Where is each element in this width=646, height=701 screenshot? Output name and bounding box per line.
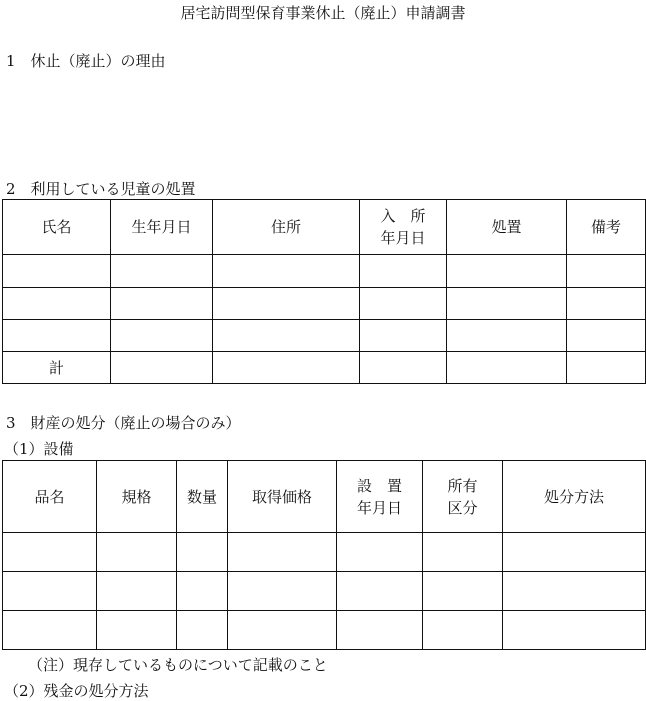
- table-cell[interactable]: [337, 533, 423, 572]
- table-cell[interactable]: [360, 255, 447, 288]
- table-cell[interactable]: [97, 533, 177, 572]
- table-cell[interactable]: [447, 320, 567, 352]
- table-cell[interactable]: [3, 255, 111, 288]
- header-name: 氏名: [3, 200, 111, 255]
- table-cell[interactable]: [111, 352, 213, 384]
- table-row: [3, 320, 646, 352]
- table-cell[interactable]: [503, 611, 646, 650]
- table-cell[interactable]: [503, 533, 646, 572]
- table-row: [3, 255, 646, 288]
- table-cell[interactable]: [97, 572, 177, 611]
- header-disposal-method: 処分方法: [503, 461, 646, 533]
- table-row: [3, 611, 646, 650]
- table-cell[interactable]: [447, 352, 567, 384]
- table-cell[interactable]: [177, 572, 228, 611]
- table-cell[interactable]: [213, 255, 360, 288]
- table-cell[interactable]: [111, 288, 213, 320]
- table-cell[interactable]: [213, 320, 360, 352]
- table-cell[interactable]: [567, 288, 646, 320]
- table-cell[interactable]: [213, 288, 360, 320]
- section-3-sub2-heading: （2）残金の処分方法: [4, 682, 149, 700]
- section-1-heading: 1 休止（廃止）の理由: [6, 52, 166, 70]
- table-cell[interactable]: [360, 320, 447, 352]
- table-cell[interactable]: [423, 611, 503, 650]
- table-cell[interactable]: [228, 533, 337, 572]
- table-cell[interactable]: [177, 533, 228, 572]
- table-cell[interactable]: [423, 572, 503, 611]
- header-quantity: 数量: [177, 461, 228, 533]
- table-row: [3, 533, 646, 572]
- header-acquisition-price: 取得価格: [228, 461, 337, 533]
- table-cell[interactable]: [111, 255, 213, 288]
- document-title: 居宅訪問型保育事業休止（廃止）申請調書: [180, 4, 466, 22]
- table-cell[interactable]: [360, 352, 447, 384]
- table-cell[interactable]: [337, 572, 423, 611]
- table-cell[interactable]: [3, 533, 97, 572]
- table-cell[interactable]: [3, 320, 111, 352]
- children-disposition-table: [2, 199, 646, 384]
- table-cell[interactable]: [360, 288, 447, 320]
- table-row: [3, 572, 646, 611]
- table-cell[interactable]: [447, 255, 567, 288]
- equipment-disposal-table: [2, 460, 646, 650]
- table-cell[interactable]: [447, 288, 567, 320]
- table-cell[interactable]: [3, 572, 97, 611]
- header-ownership-class: 所有 区分: [423, 461, 503, 533]
- table-header-row: [3, 200, 646, 255]
- table-cell[interactable]: [97, 611, 177, 650]
- table-row: [3, 288, 646, 320]
- table-cell[interactable]: [3, 288, 111, 320]
- table-cell[interactable]: [423, 533, 503, 572]
- table-note: （注）現存しているものについて記載のこと: [28, 656, 328, 674]
- table-cell[interactable]: [337, 611, 423, 650]
- header-item-name: 品名: [3, 461, 97, 533]
- table-cell[interactable]: [503, 572, 646, 611]
- section-2-heading: 2 利用している児童の処置: [6, 180, 196, 198]
- header-address: 住所: [213, 200, 360, 255]
- header-birthdate: 生年月日: [111, 200, 213, 255]
- table-cell[interactable]: [213, 352, 360, 384]
- table-cell[interactable]: [111, 320, 213, 352]
- section-3-sub1-heading: （1）設備: [4, 440, 74, 458]
- header-remarks: 備考: [567, 200, 646, 255]
- total-row: [3, 352, 646, 384]
- header-specification: 規格: [97, 461, 177, 533]
- table-cell[interactable]: [177, 611, 228, 650]
- table-cell[interactable]: [567, 255, 646, 288]
- header-disposition: 処置: [447, 200, 567, 255]
- table-header-row: [3, 461, 646, 533]
- table-cell[interactable]: [567, 352, 646, 384]
- header-admission-date: 入 所 年月日: [360, 200, 447, 255]
- table-cell[interactable]: [228, 572, 337, 611]
- table-cell[interactable]: [228, 611, 337, 650]
- table-cell[interactable]: [567, 320, 646, 352]
- total-label: 計: [3, 352, 111, 384]
- header-installation-date: 設 置 年月日: [337, 461, 423, 533]
- section-3-heading: 3 財産の処分（廃止の場合のみ）: [6, 414, 241, 432]
- table-cell[interactable]: [3, 611, 97, 650]
